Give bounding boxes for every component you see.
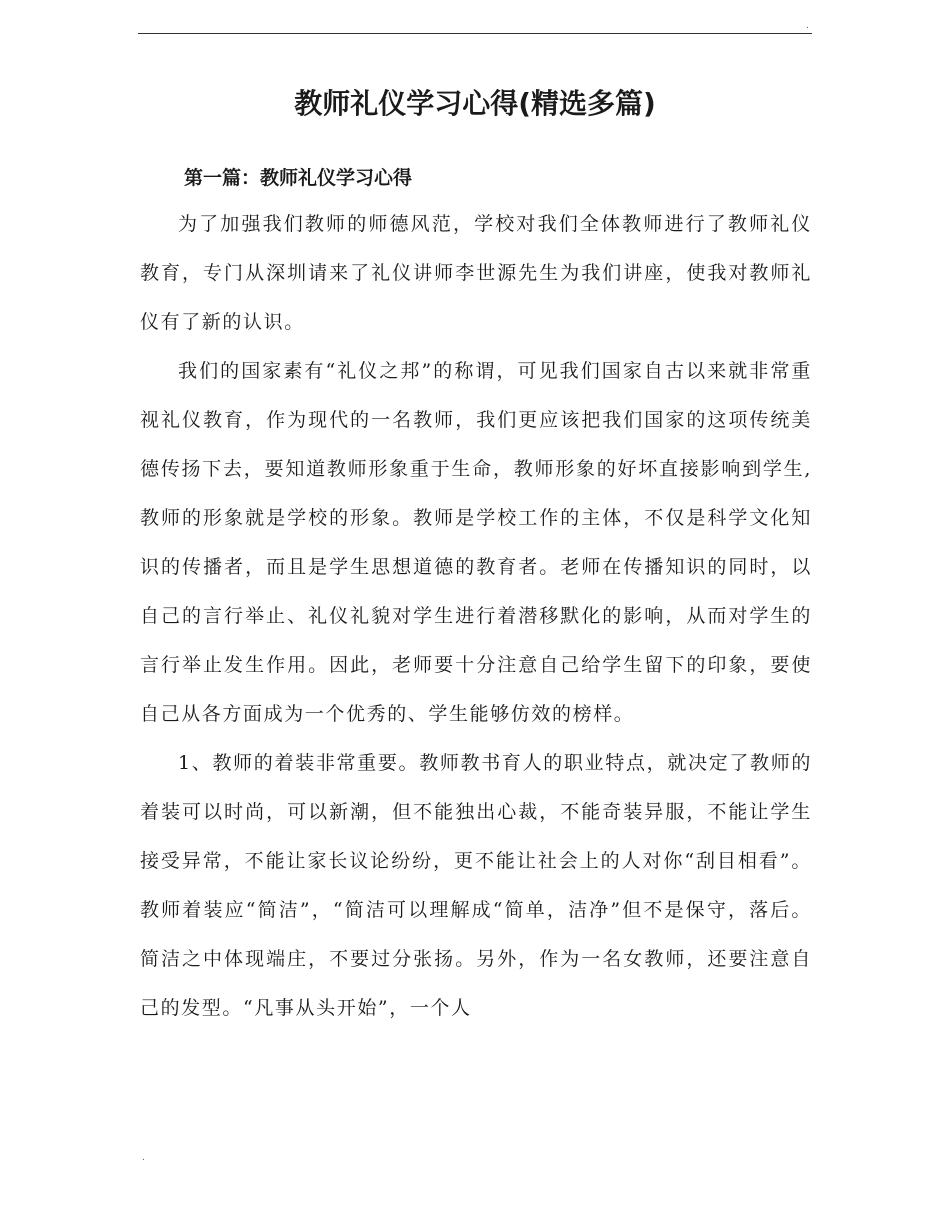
section-heading: 第一篇：教师礼仪学习心得: [184, 167, 413, 189]
footer-mark: .: [142, 1153, 145, 1163]
document-body: [140, 200, 812, 1033]
paragraph-1: 为了加强我们教师的师德风范，学校对我们全体教师进行了教师礼仪教育，专门从深圳请来了礼仪讲师李世源先生为我们讲座，使我对教师礼仪有了新的认识。: [140, 213, 812, 333]
header-rule: [138, 33, 812, 34]
paragraph-3: 1、教师的着装非常重要。教师教书育人的职业特点，就决定了教师的着装可以时尚，可以新潮，但不能独出心裁，不能奇装异服，不能让学生接受异常，不能让家长议论纷纷，更不能让社会上的人对你“刮目相看”。教师着装应“简洁”，“简洁可以理解成“简单，洁净”但不是保守，落后。简洁之中体现端庄，不要过分张扬。另外，作为一名女教师，还要注意自己的发型。“凡事从头开始”，一个人: [140, 752, 812, 1019]
document-title: 教师礼仪学习心得(精选多篇): [294, 87, 656, 120]
header-mark: .: [806, 21, 809, 31]
paragraph-2: 我们的国家素有“礼仪之邦”的称谓，可见我们国家自古以来就非常重视礼仪教育，作为现代的一名教师，我们更应该把我们国家的这项传统美德传扬下去，要知道教师形象重于生命，教师形象的好坏直接影响到学生,教师的形象就是学校的形象。教师是学校工作的主体，不仅是科学文化知识的传播者，而且是学生思想道德的教育者。老师在传播知识的同时，以自己的言行举止、礼仪礼貌对学生进行着潜移默化的影响，从而对学生的言行举止发生作用。因此，老师要十分注意自己给学生留下的印象，要使自己从各方面成为一个优秀的、学生能够仿效的榜样。: [140, 360, 812, 725]
